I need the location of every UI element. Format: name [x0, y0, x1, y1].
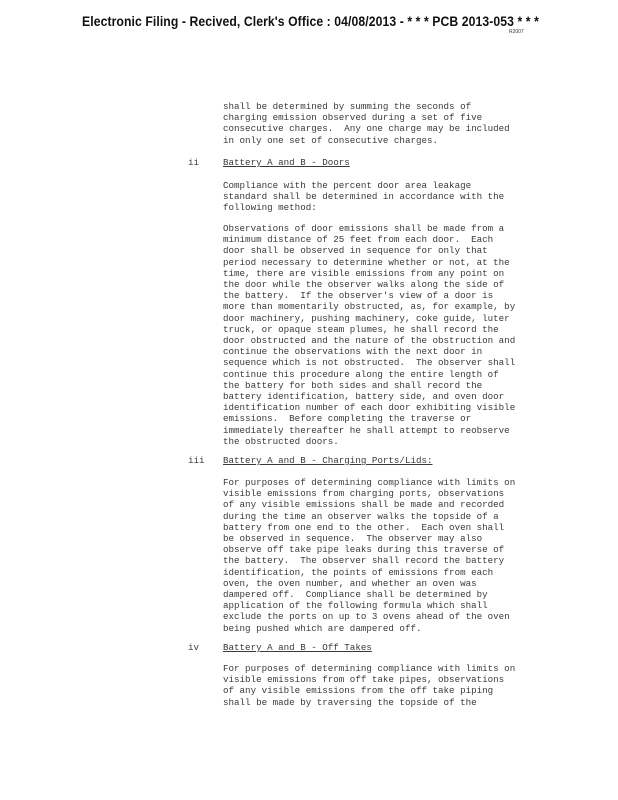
section-iii-paragraph-1: For purposes of determining compliance with limits on visible emissions from charging ports, observations of any visible emissions shall be made and recorded during the time an observer walks the topside of a battery from one end to the other. Each oven shall be observed in sequence. The observer may also observe off take pipe leaks during this traverse of the battery. The observer shall record the battery identification, the points of emissions from each oven, the oven number, and whether an oven was dampered off. Compliance shall be determined by application of the following formula which shall exclude the ports on up to 3 ovens ahead of the oven being pushed which are dampered off. [223, 477, 516, 634]
section-iii-number: iii [188, 455, 205, 466]
section-ii-paragraph-1: Compliance with the percent door area leakage standard shall be determined in accordance with the following method: [223, 180, 505, 214]
section-iii-heading: Battery A and B - Charging Ports/Lids: [223, 455, 433, 466]
intro-paragraph: shall be determined by summing the seconds of charging emission observed during a set of five consecutive charges. Any one charge may be included in only one set of consecutive charges. [223, 101, 510, 146]
section-ii-heading: Battery A and B - Doors [223, 157, 350, 168]
section-iv-paragraph-1: For purposes of determining compliance with limits on visible emissions from off take pipes, observations of any visible emissions from the off take piping shall be made by traversing the topside of the [223, 663, 516, 708]
section-ii-number: ii [188, 157, 200, 168]
section-iv-heading: Battery A and B - Off Takes [223, 642, 372, 653]
filing-stamp-header: Electronic Filing - Recived, Clerk's Office : 04/08/2013 - * * * PCB 2013-053 * * * [82, 14, 539, 30]
filing-stamp-subtext: R2007 [509, 29, 524, 35]
section-ii-paragraph-2: Observations of door emissions shall be made from a minimum distance of 25 feet from each door. Each door shall be observed in sequence for only that period necessary to determine whether or not, at the time, there are visible emissions from any point on the door while the observer walks along the side of the battery. If the observer's view of a door is more than momentarily obstructed, as, for example, by door machinery, pushing machinery, coke guide, luter truck, or opaque steam plumes, he shall record the door obstructed and the nature of the obstruction and continue the observations with the next door in sequence which is not obstructed. The observer shall continue this procedure along the entire length of the battery for both sides and shall record the battery identification, battery side, and oven door identification number of each door exhibiting visible emissions. Before completing the traverse or immediately thereafter he shall attempt to reobserve the obstructed doors. [223, 223, 516, 447]
section-iv-number: iv [188, 642, 200, 653]
